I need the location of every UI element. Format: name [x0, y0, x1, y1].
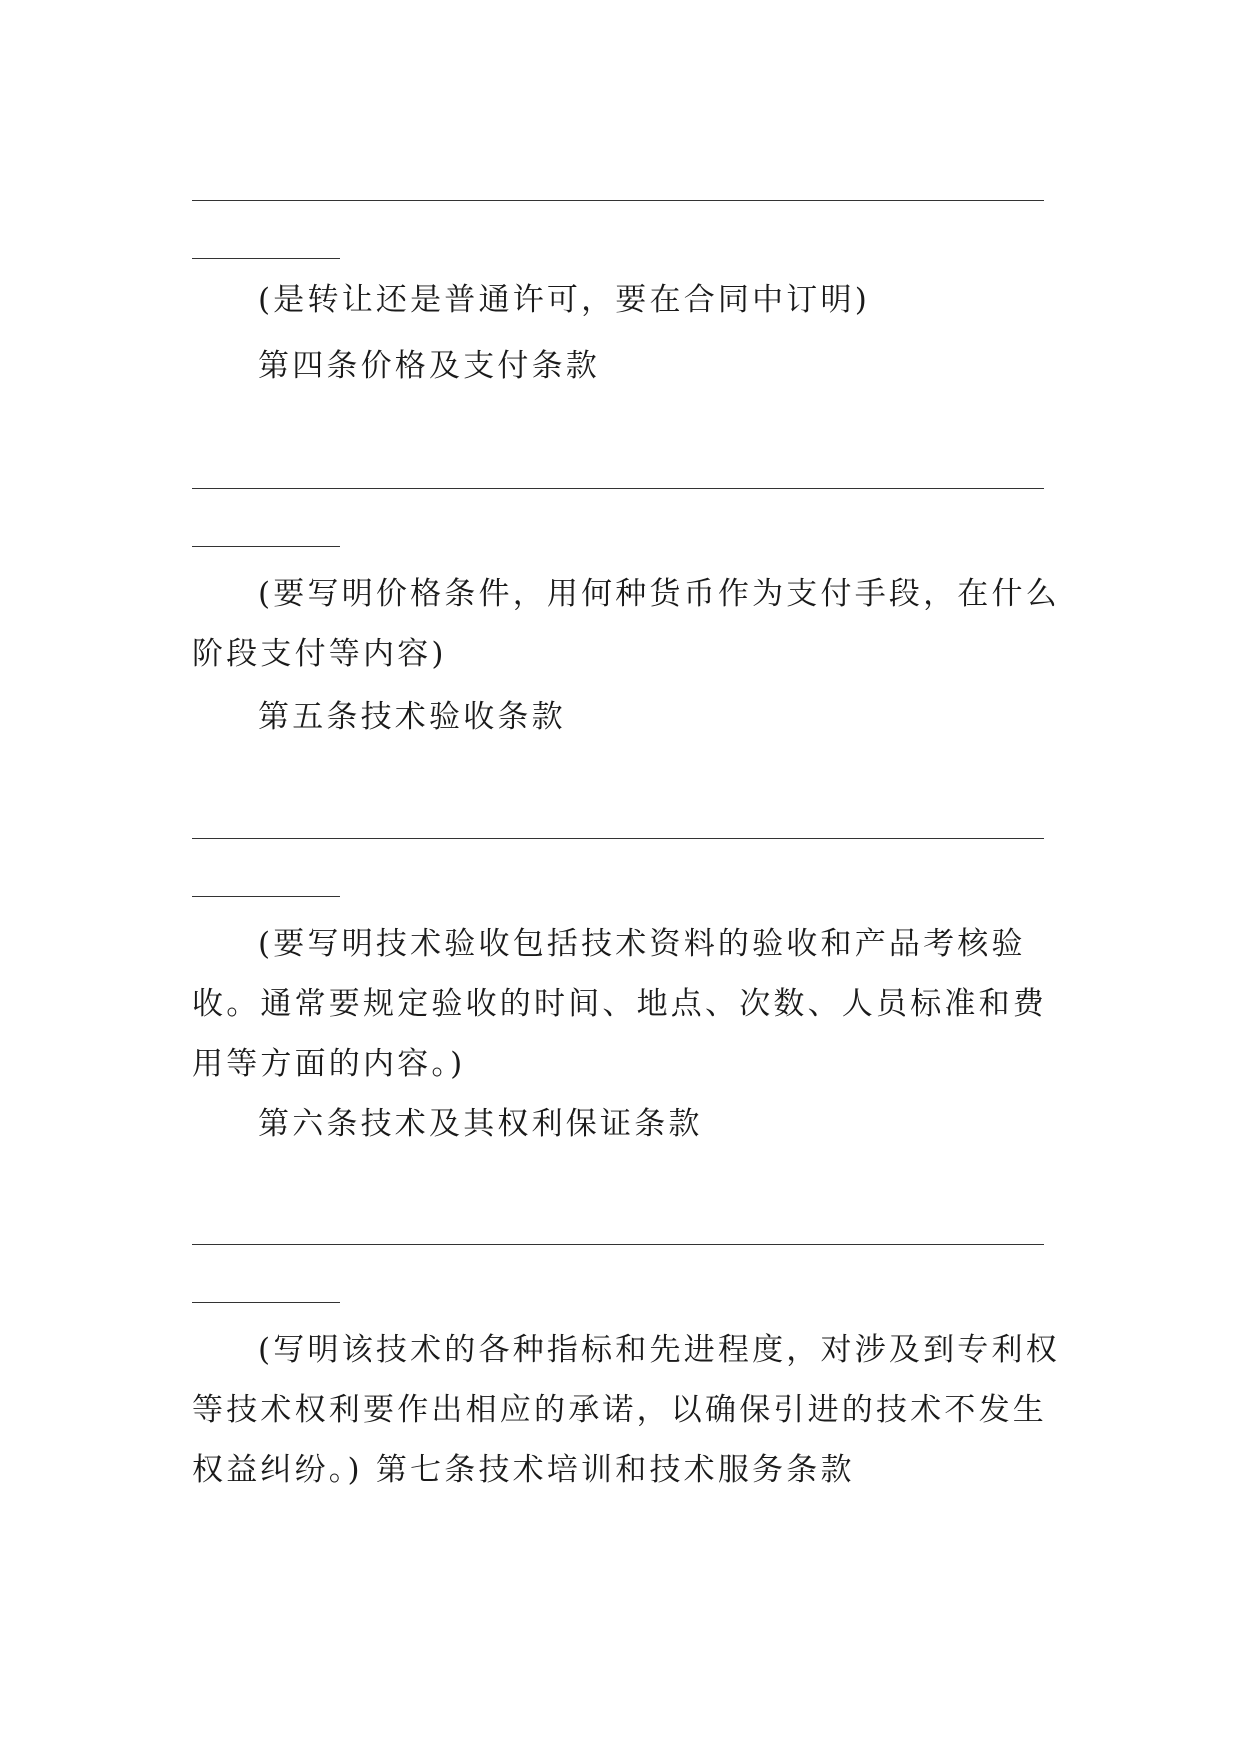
blank-line-article-6 [192, 1244, 1044, 1245]
article-5-heading: 第五条技术验收条款 [258, 699, 566, 735]
blank-line-article-3 [192, 200, 1044, 201]
note-article-6: (写明该技术的各种指标和先进程度，对涉及到专利权等技术权利要作出相应的承诺，以确保引进的技术不发生权益纠纷。) 第七条技术培训和技术服务条款 [192, 1332, 1060, 1488]
blank-line-article-5 [192, 838, 1044, 839]
article-4-heading: 第四条价格及支付条款 [258, 348, 600, 384]
article-6-heading: 第六条技术及其权利保证条款 [258, 1106, 703, 1142]
blank-line-article-5-continued [192, 896, 340, 897]
blank-line-article-6-continued [192, 1302, 340, 1303]
blank-line-article-3-continued [192, 258, 340, 259]
note-article-3: (是转让还是普通许可，要在合同中订明) [258, 282, 870, 318]
note-article-5: (要写明技术验收包括技术资料的验收和产品考核验收。通常要规定验收的时间、地点、次数、人员标准和费用等方面的内容。) [192, 926, 1047, 1082]
blank-line-article-4-continued [192, 546, 340, 547]
note-article-4: (要写明价格条件，用何种货币作为支付手段，在什么阶段支付等内容) [192, 576, 1060, 672]
blank-line-article-4 [192, 488, 1044, 489]
